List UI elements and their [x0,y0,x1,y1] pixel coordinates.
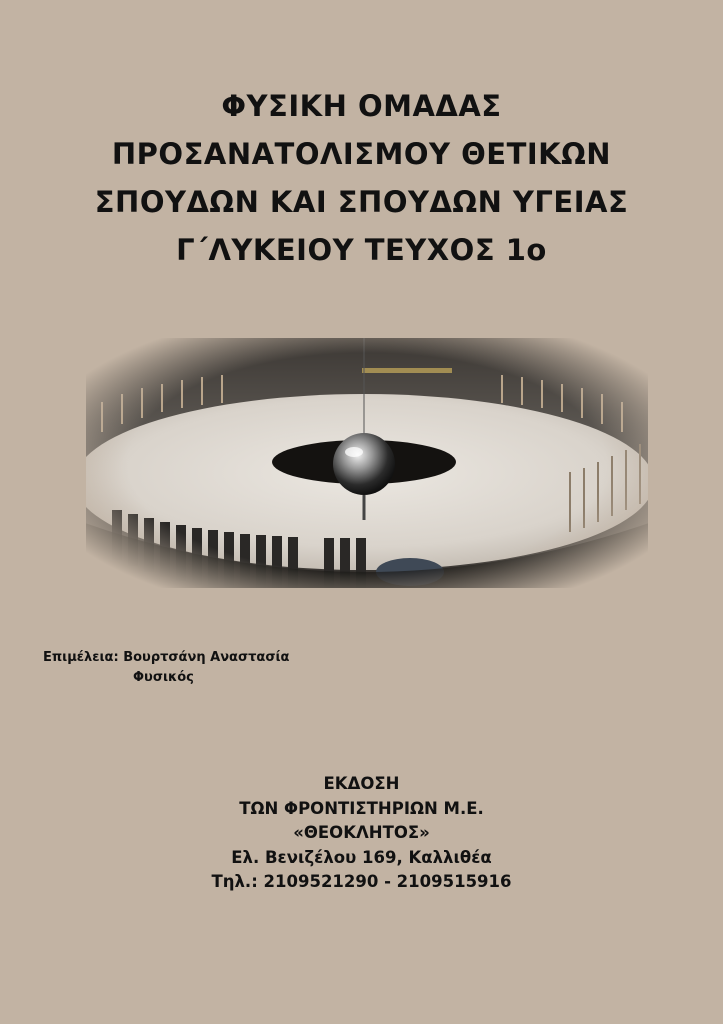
foucault-pendulum-image [82,332,652,594]
publisher-phone: Τηλ.: 2109521290 - 2109515916 [211,872,512,891]
editor-role: Φυσικός [133,670,194,685]
publisher-address: Ελ. Βενιζέλου 169, Καλλιθέα [231,847,492,867]
document-title [0,82,723,274]
publisher-line: ΕΚΔΟΣΗ [323,774,400,793]
cover-photo [82,332,652,594]
title-line: ΦΥΣΙΚΗ ΟΜΑΔΑΣ [221,89,502,123]
credits-block [43,648,289,688]
title-line: ΠΡΟΣΑΝΑΤΟΛΙΣΜΟΥ ΘΕΤΙΚΩΝ [111,137,612,171]
publisher-line: «ΘΕΟΚΛΗΤΟΣ» [293,823,430,842]
publisher-block [0,772,723,895]
publisher-line: ΤΩΝ ΦΡΟΝΤΙΣΤΗΡΙΩΝ Μ.Ε. [239,798,484,818]
title-line: ΣΠΟΥΔΩΝ ΚΑΙ ΣΠΟΥΔΩΝ ΥΓΕΙΑΣ [94,185,629,219]
title-line: Γ΄ΛΥΚΕΙΟΥ ΤΕΥΧΟΣ 1ο [176,233,547,267]
editor-credit: Επιμέλεια: Βουρτσάνη Αναστασία [43,650,290,665]
